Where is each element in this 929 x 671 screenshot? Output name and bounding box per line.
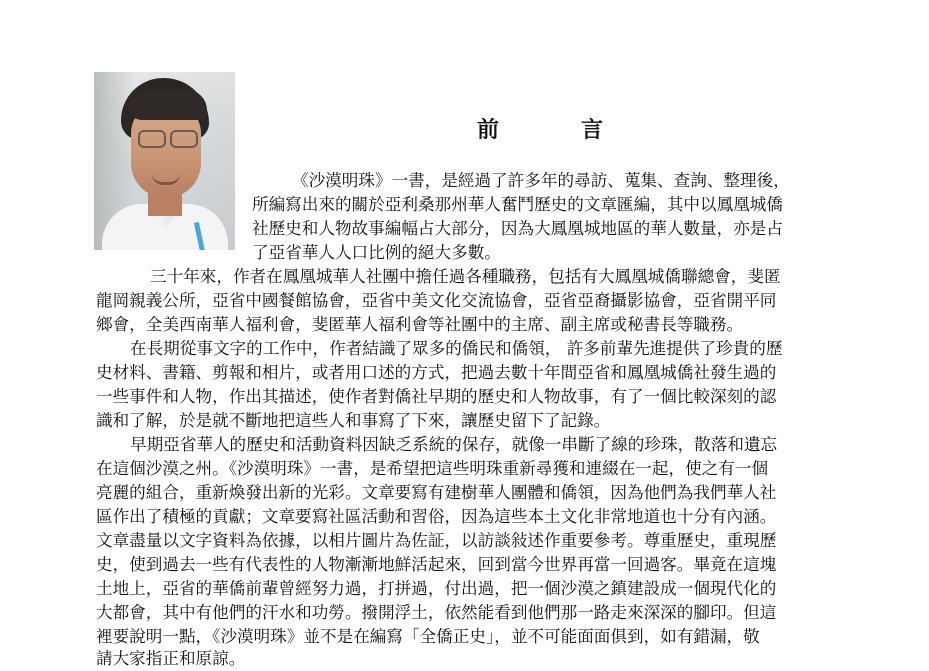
paragraph-4-line-1: 早期亞省華人的歷史和活動資料因缺乏系統的保存，就像一串斷了線的珍珠，散落和遺忘	[130, 435, 778, 454]
paragraph-4-line-4: 區作出了積極的貢獻；文章要寫社區活動和習俗，因為這些本土文化非常地道也十分有內涵。	[96, 507, 777, 526]
paragraph-1-line-2: 所編寫出來的關於亞利桑那州華人奮鬥歷史的文章匯編，其中以鳳凰城僑	[252, 195, 783, 214]
paragraph-4-line-8: 大都會，其中有他們的汗水和功勞。撥開浮土，依然能看到他們那一路走來深深的腳印。但這	[96, 603, 777, 622]
paragraph-2-line-1: 三十年來，作者在鳳凰城華人社團中擔任過各種職務，包括有大鳳凰城僑聯總會，斐匿	[150, 267, 781, 286]
paragraph-4-line-10: 請大家指正和原諒。	[96, 649, 246, 668]
paragraph-4-line-3: 亮麗的組合，重新煥發出新的光彩。文章要寫有建樹華人團體和僑領，因為他們為我們華人社	[96, 483, 777, 502]
page-title: 前 言	[477, 117, 634, 143]
paragraph-4-line-6: 史，使到過去一些有代表性的人物漸漸地鮮活起來，回到當今世界再當一回過客。畢竟在這塊	[96, 555, 777, 574]
photo-glasses-left	[138, 130, 166, 148]
paragraph-3-line-2: 史材料、書籍、剪報和相片，或者用口述的方式，把過去數十年間亞省和鳳凰城僑社發生過的	[96, 363, 777, 382]
paragraph-3-line-3: 一些事件和人物，作出其描述，使作者對僑社早期的歷史和人物故事，有了一個比較深刻的認	[96, 387, 777, 406]
paragraph-2-line-3: 鄉會，全美西南華人福利會，斐匿華人福利會等社團中的主席、副主席或秘書長等職務。	[96, 315, 744, 334]
paragraph-1-line-1: 《沙漠明珠》一書，是經過了許多年的尋訪、蒐集、查詢、整理後，	[292, 171, 790, 190]
paragraph-4-line-9: 裡要說明一點，《沙漠明珠》並不是在編寫「全僑正史」，並不可能面面俱到，如有錯漏，敬	[96, 627, 760, 646]
photo-fringe	[127, 90, 207, 120]
author-portrait-photo	[94, 72, 235, 250]
paragraph-4-line-5: 文章盡量以文字資料為依據，以相片圖片為佐証，以訪談敍述作重要參考。尊重歷史，重現歷	[96, 531, 777, 550]
paragraph-3-line-4: 識和了解，於是就不斷地把這些人和事寫了下來，讓歷史留下了記錄。	[96, 411, 611, 430]
paragraph-1-line-4: 了亞省華人人口比例的絕大多數。	[252, 243, 501, 262]
photo-glasses-right	[170, 130, 198, 148]
paragraph-3-line-1: 在長期從事文字的工作中，作者結識了眾多的僑民和僑領， 許多前輩先進提供了珍貴的歷	[130, 339, 783, 358]
paragraph-2-line-2: 龍岡親義公所，亞省中國餐館協會，亞省中美文化交流協會，亞省亞裔攝影協會，亞省開平同	[96, 291, 777, 310]
paragraph-1-line-3: 社歷史和人物故事編幅占大部分，因為大鳳凰城地區的華人數量，亦是占	[252, 219, 783, 238]
paragraph-4-line-7: 土地上，亞省的華僑前輩曾經努力過，打拼過，付出過，把一個沙漠之鎮建設成一個現代化的	[96, 579, 777, 598]
paragraph-4-line-2: 在這個沙漠之州。《沙漠明珠》一書，是希望把這些明珠重新尋獲和連綴在一起，使之有一個	[96, 459, 769, 478]
